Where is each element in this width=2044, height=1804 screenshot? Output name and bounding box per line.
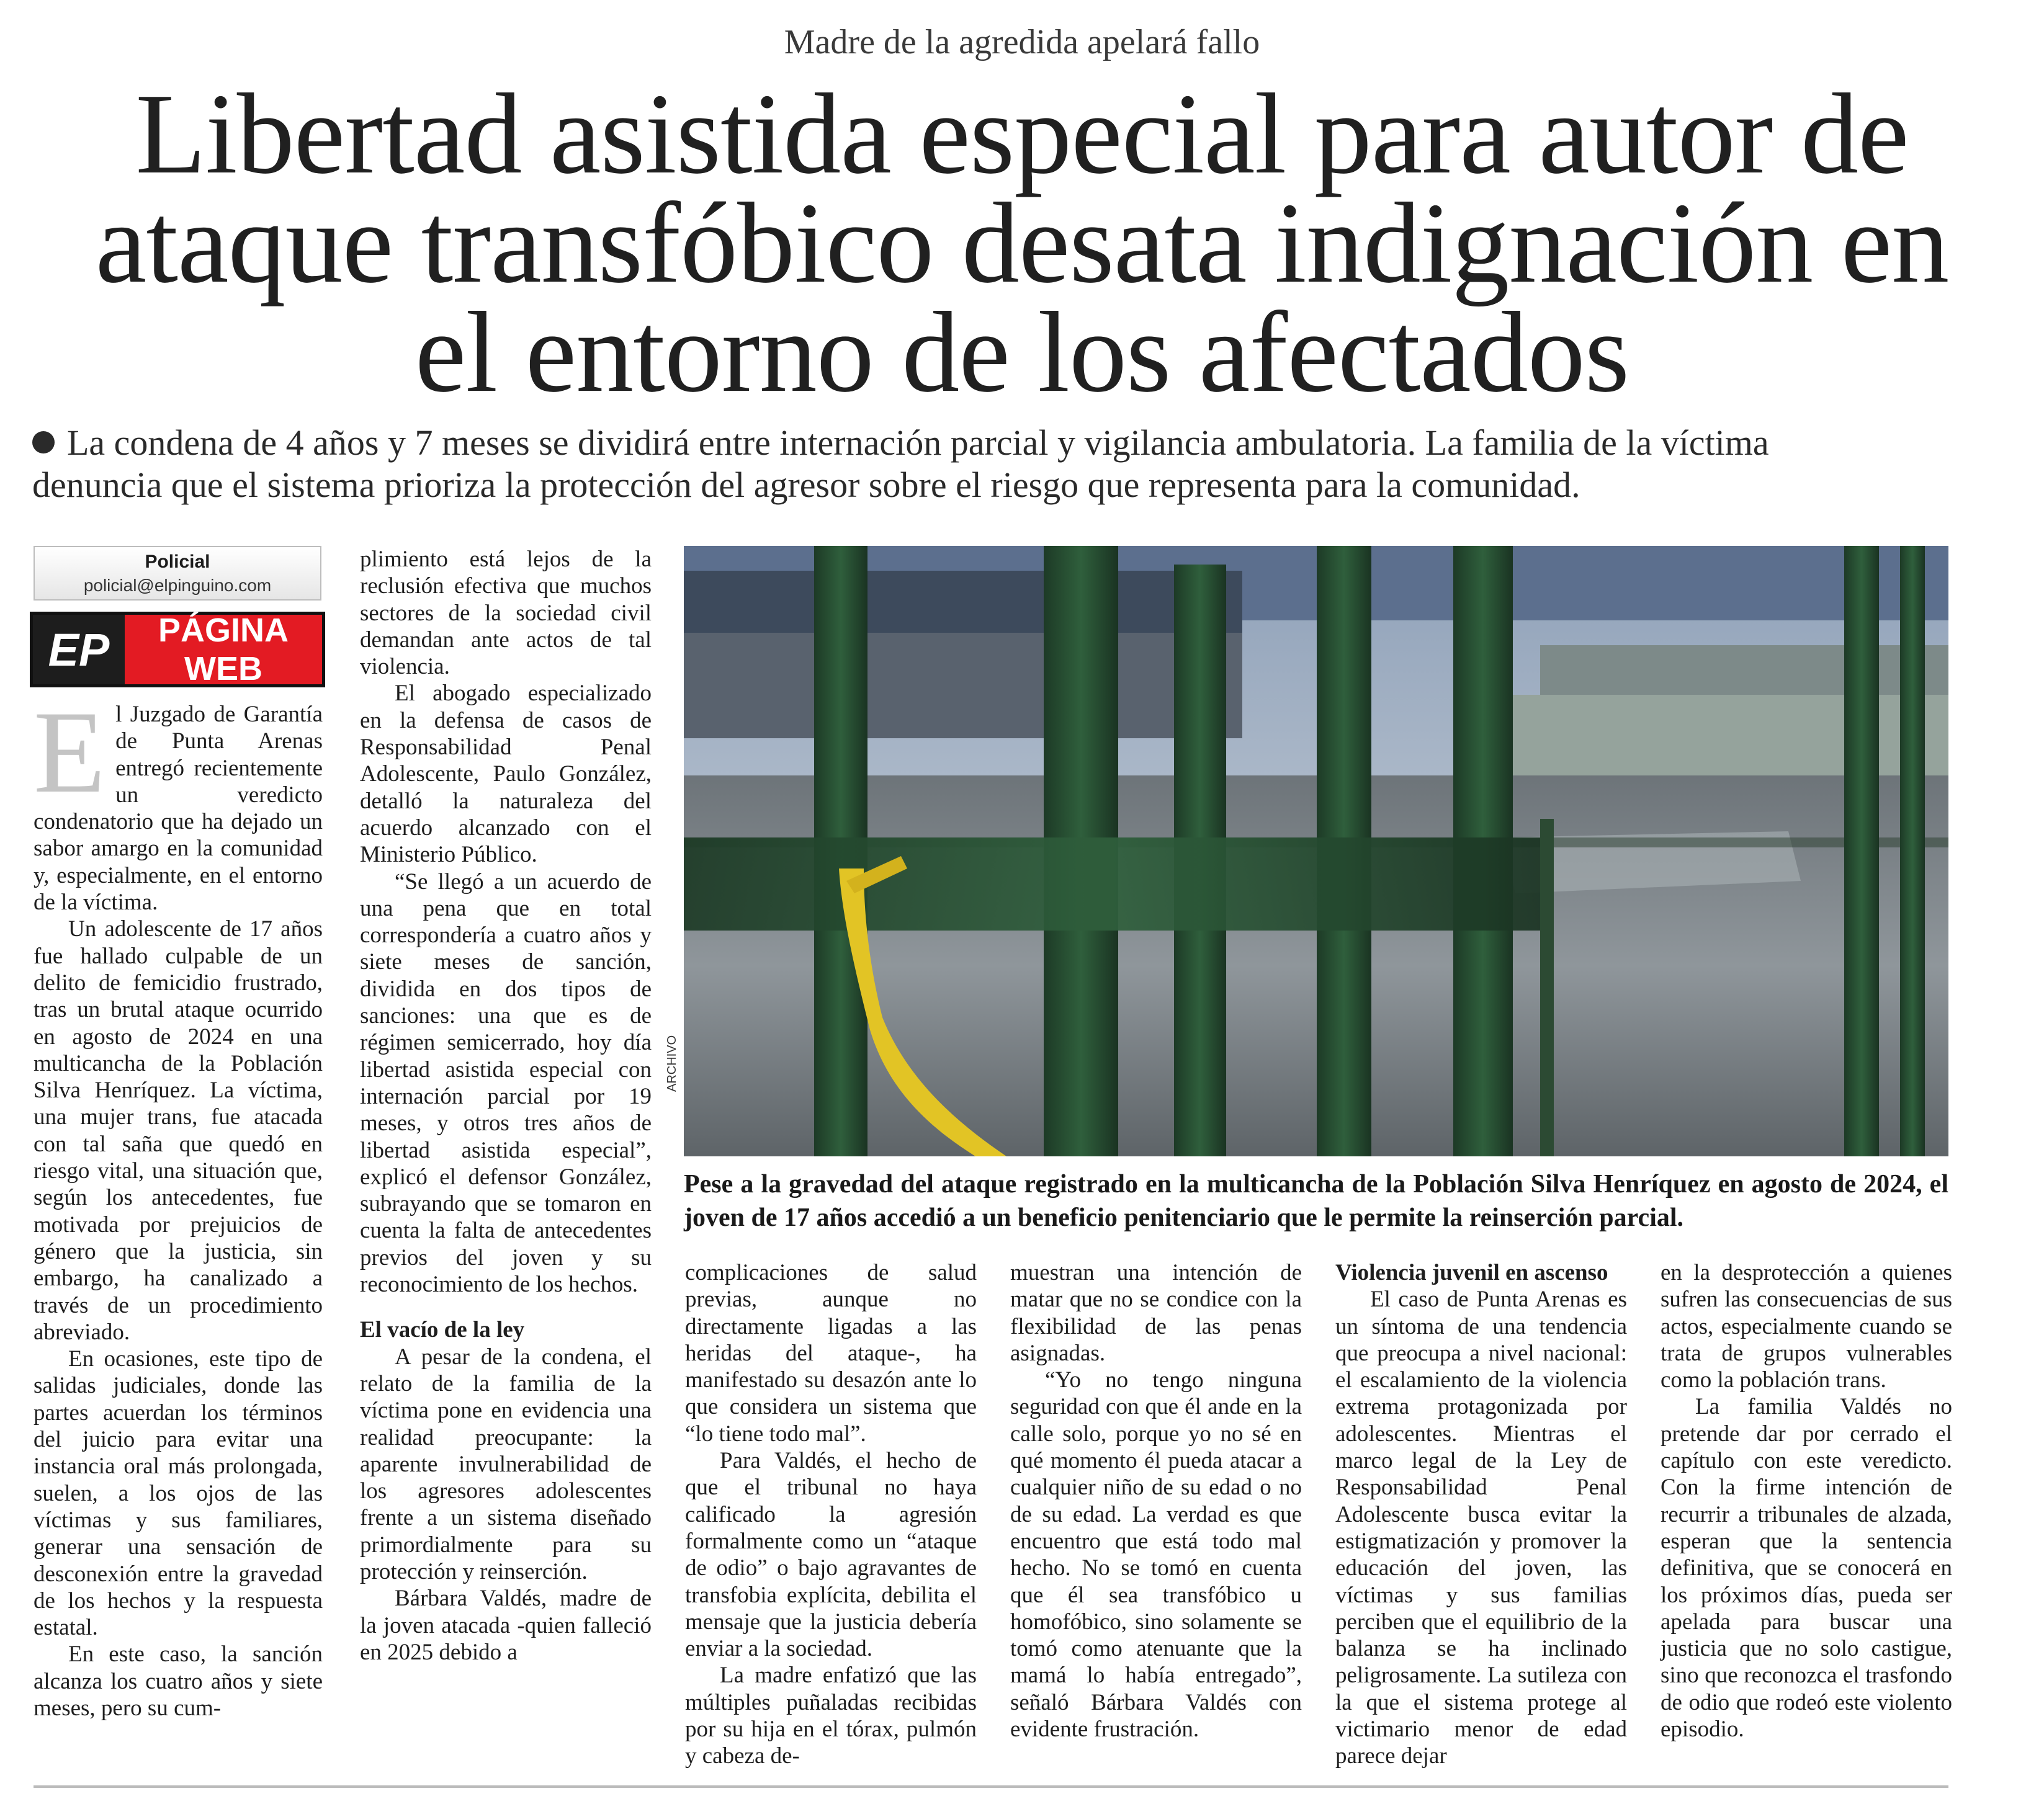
drop-cap: E xyxy=(34,687,106,818)
body-paragraph: complicaciones de salud previas, aunque no directamente ligadas a las heridas del ataque-, ha manifestado su desazón ante lo que considera un sistema que “lo tiene todo mal”. xyxy=(685,1260,977,1447)
body-paragraph: El caso de Punta Arenas es un síntoma de una tendencia que preocupa a nivel nacional: el escalamiento de la violencia extrema protagonizada por adolescentes. Mientras el marco legal de la Ley de Responsabilidad Penal Adolescente busca evitar la estigmatización y promover la educación del joven, las víctimas y sus familias perciben que el equilibrio de la balanza se ha inclinado peligrosamente. La sutileza con la que el sistema protege al victimario menor de edad parece dejar xyxy=(1335,1287,1627,1769)
body-paragraph: La madre enfatizó que las múltiples puñaladas recibidas por su hija en el tórax, pulmón y cabeza de- xyxy=(685,1663,977,1769)
lede-line: La condena de 4 años y 7 meses se dividirá entre internación parcial y vigilancia ambulatoria. La familia de la víctima xyxy=(67,422,1769,463)
article-lede xyxy=(32,422,1968,506)
body-paragraph: El abogado especializado en la defensa de casos de Responsabilidad Penal Adolescente, Paulo González, detalló la naturaleza del acuerdo alcanzado con el Ministerio Público. xyxy=(360,681,652,868)
photo-caption: Pese a la gravedad del ataque registrado en la multicancha de la Población Silva Henríquez en agosto de 2024, el joven de 17 años accedió a un beneficio penitenciario que le permite la reinserción parcial. xyxy=(684,1170,1948,1232)
article-column-2 xyxy=(360,546,652,1666)
web-page-label: PÁGINA WEB xyxy=(158,612,289,687)
body-paragraph: en la desprotección a quienes sufren las consecuencias de sus actos, especialmente cuando se trata de grupos vulnerables como la población trans. xyxy=(1661,1260,1952,1393)
section-email: policial@elpinguino.com xyxy=(83,576,272,595)
bullet-dot-icon xyxy=(32,431,55,453)
article-column-1 xyxy=(34,687,323,1721)
headline-line: Libertad asistida especial para autor de xyxy=(135,70,1909,198)
article-column-5 xyxy=(1335,1259,1627,1770)
headline-line: el entorno de los afectados xyxy=(415,288,1629,416)
article-headline xyxy=(37,70,2007,416)
headline-line: ataque transfóbico desata indignación en xyxy=(95,179,1949,307)
lede-line: denuncia que el sistema prioriza la protección del agresor sobre el riesgo que representa para la comunidad. xyxy=(32,465,1580,505)
article-photo xyxy=(684,546,1948,1156)
photo-credit: ARCHIVO xyxy=(665,1035,679,1092)
body-paragraph: En este caso, la sanción alcanza los cuatro años y siete meses, pero su cum- xyxy=(34,1641,323,1721)
section-byline-box xyxy=(34,546,321,601)
article-kicker: Madre de la agredida apelará fallo xyxy=(784,23,1260,61)
body-paragraph: A pesar de la condena, el relato de la familia de la víctima pone en evidencia una realidad preocupante: la aparente invulnerabilidad de los agresores adolescentes frente a un sistema diseñado primordialmente para su protección y reinserción. xyxy=(360,1344,652,1584)
body-paragraph: En ocasiones, este tipo de salidas judiciales, donde las partes acuerdan los términos del juicio para evitar una instancia oral más prolongada, suelen, a los ojos de las víctimas y sus familiares, generar una sensación de desconexión entre la gravedad de los hechos y la respuesta estatal. xyxy=(34,1346,323,1641)
article-column-4 xyxy=(1010,1259,1302,1743)
body-paragraph: plimiento está lejos de la reclusión efectiva que muchos sectores de la sociedad civil demandan ante actos de tal violencia. xyxy=(360,547,652,680)
section-name: Policial xyxy=(145,551,210,572)
section-heading: Violencia juvenil en ascenso xyxy=(1335,1260,1608,1285)
web-page-badge xyxy=(30,612,325,687)
body-paragraph: Bárbara Valdés, madre de la joven atacada -quien falleció en 2025 debido a xyxy=(360,1586,652,1665)
article-column-6 xyxy=(1661,1259,1952,1743)
body-paragraph: La familia Valdés no pretende dar por cerrado el capítulo con este veredicto. Con la firme intención de recurrir a tribunales de alzada, esperan que la sentencia definitiva, que se conocerá en los próximos días, pueda ser apelada para buscar una justicia que no solo castigue, sino que reconozca el trasfondo de odio que rodeó este violento episodio. xyxy=(1661,1394,1952,1743)
article-column-3 xyxy=(685,1259,977,1770)
body-paragraph: Un adolescente de 17 años fue hallado culpable de un delito de femicidio frustrado, tras un brutal ataque ocurrido en agosto de 2024 en una multicancha de la Población Silva Henríquez. La víctima, una mujer trans, fue atacada con tal saña que quedó en riesgo vital, una situación que, según los antecedentes, fue motivada por prejuicios de género que la justicia, sin embargo, ha canalizado a través de un procedimiento abreviado. xyxy=(34,916,323,1345)
body-paragraph: “Se llegó a un acuerdo de una pena que en total correspondería a cuatro años y siete meses de sanción, dividida en dos tipos de sanciones: una que es de régimen semicerrado, hoy día libertad asistida especial con internación parcial por 19 meses, y otros tres años de libertad asistida especial”, explicó el defensor González, subrayando que se tomaron en cuenta la falta de antecedentes previos del joven y su reconocimiento de los hechos. xyxy=(360,869,652,1298)
fence-photo-illustration xyxy=(684,546,1948,1156)
body-paragraph: “Yo no tengo ninguna seguridad con que él ande en la calle solo, porque yo no sé en qué momento él pueda atacar a cualquier niño de su edad o no de su edad. La verdad es que encuentro que está todo mal hecho. No se tomó en cuenta que él sea transfóbico u homofóbico, sino solamente se tomó como atenuante que la mamá lo había entregado”, señaló Bárbara Valdés con evidente frustración. xyxy=(1010,1367,1302,1743)
section-heading: El vacío de la ley xyxy=(360,1317,525,1343)
body-paragraph: l Juzgado de Garantía de Punta Arenas entregó recientemente un veredicto condenatorio que ha dejado un sabor amargo en la comunidad y, especialmente, en el entorno de la víctima. xyxy=(34,702,323,916)
body-paragraph: muestran una intención de matar que no se condice con la flexibilidad de las penas asignadas. xyxy=(1010,1260,1302,1366)
ep-logo-icon: EP xyxy=(33,615,125,684)
footer-divider xyxy=(34,1785,1948,1788)
body-paragraph: Para Valdés, el hecho de que el tribunal no haya calificado la agresión formalmente como un “ataque de odio” o bajo agravantes de transfobia explícita, debilita el mensaje que la justicia debería enviar a la sociedad. xyxy=(685,1448,977,1662)
